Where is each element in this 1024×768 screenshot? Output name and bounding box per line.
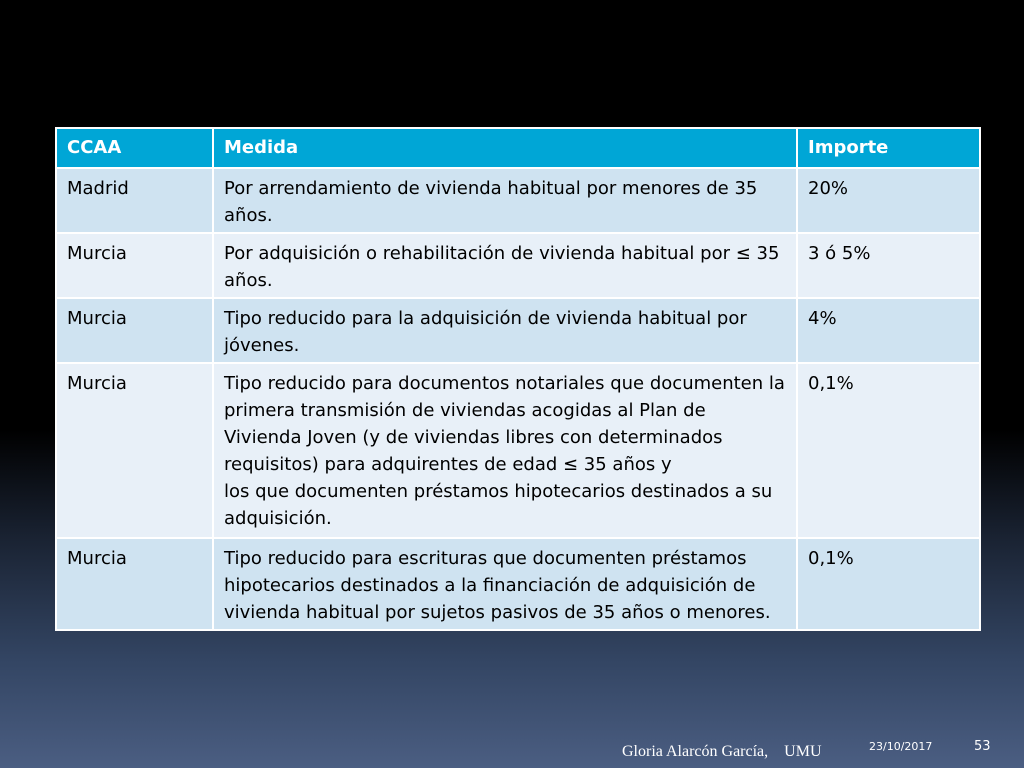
cell-importe: 0,1% <box>797 538 980 630</box>
cell-importe: 3 ó 5% <box>797 233 980 298</box>
cell-importe: 20% <box>797 168 980 233</box>
table-row <box>56 168 980 233</box>
header-medida: Medida <box>213 128 797 168</box>
measures-table <box>55 127 981 631</box>
header-ccaa: CCAA <box>56 128 213 168</box>
footer-date: 23/10/2017 <box>869 740 933 753</box>
footer-author: Gloria Alarcón García, UMU <box>622 743 822 760</box>
table-row <box>56 538 980 630</box>
cell-importe: 0,1% <box>797 363 980 538</box>
cell-ccaa: Murcia <box>56 233 213 298</box>
table-header-row <box>56 128 980 168</box>
table-row <box>56 363 980 538</box>
cell-ccaa: Murcia <box>56 298 213 363</box>
cell-medida: Por arrendamiento de vivienda habitual por menores de 35 años. <box>213 168 797 233</box>
cell-ccaa: Murcia <box>56 538 213 630</box>
cell-ccaa: Madrid <box>56 168 213 233</box>
cell-ccaa: Murcia <box>56 363 213 538</box>
cell-importe: 4% <box>797 298 980 363</box>
cell-medida: Por adquisición o rehabilitación de vivienda habitual por ≤ 35 años. <box>213 233 797 298</box>
header-importe: Importe <box>797 128 980 168</box>
cell-medida: Tipo reducido para la adquisición de vivienda habitual por jóvenes. <box>213 298 797 363</box>
cell-medida: Tipo reducido para documentos notariales que documenten la primera transmisión de viviendas acogidas al Plan de Vivienda Joven (y de viviendas libres con determinados requisitos) para adquirentes de edad ≤ 35 años y los que documenten préstamos hipotecarios destinados a su adquisición. <box>213 363 797 538</box>
cell-medida: Tipo reducido para escrituras que documenten préstamos hipotecarios destinados a la financiación de adquisición de vivienda habitual por sujetos pasivos de 35 años o menores. <box>213 538 797 630</box>
table-row <box>56 298 980 363</box>
table-row <box>56 233 980 298</box>
page-number: 53 <box>974 739 991 754</box>
